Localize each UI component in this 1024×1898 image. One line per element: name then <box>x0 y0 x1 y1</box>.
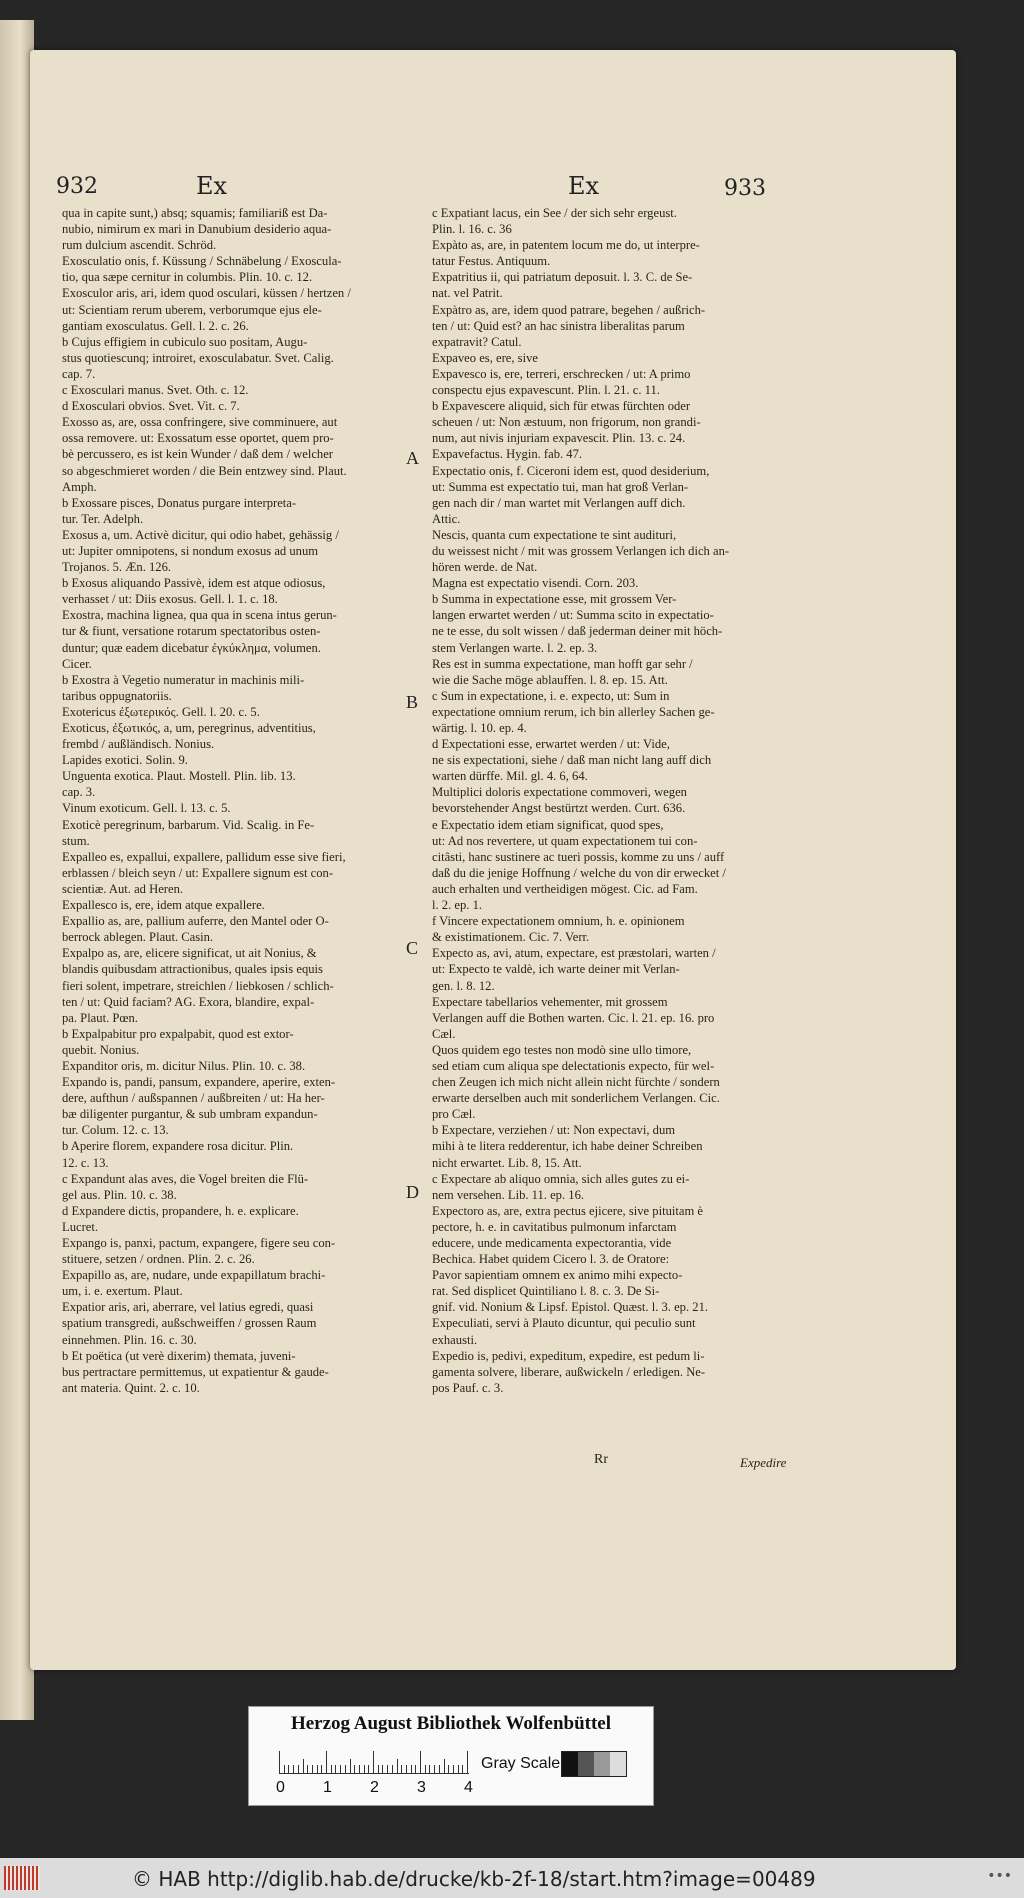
text-line: sed etiam cum aliqua spe delectationis expecto, für wel- <box>432 1058 715 1073</box>
ruler-tick <box>406 1765 407 1773</box>
text-line: ut: Ad nos revertere, ut quam expectationem tui con- <box>432 833 698 848</box>
page-header <box>56 118 906 201</box>
text-line: Expavesco is, ere, terreri, erschrecken / ut: A primo <box>432 366 691 381</box>
text-line: gel aus. Plin. 10. c. 38. <box>62 1187 177 1202</box>
text-line: Multiplici doloris expectatione commoveri, wegen <box>432 785 687 800</box>
text-line: langen erwartet werden / ut: Summa scito in expectatio- <box>432 608 714 623</box>
text-line: l. 2. ep. 1. <box>432 898 483 913</box>
text-line: b Expectare, verziehen / ut: Non expectavi, dum <box>432 1123 676 1138</box>
ruler-tick <box>303 1759 304 1773</box>
copyright-url[interactable]: © HAB http://diglib.hab.de/drucke/kb-2f-18/start.htm?image=00489 <box>132 1867 816 1891</box>
text-line: Magna est expectatio visendi. Corn. 203. <box>432 576 639 591</box>
text-line: scientiæ. Aut. ad Heren. <box>62 881 184 896</box>
text-line: Exosso as, are, ossa confringere, sive comminuere, aut <box>62 415 338 430</box>
ruler-tick <box>331 1765 332 1773</box>
text-line: erwarte derselben auch mit sonderlichem Verlangen. Cic. <box>432 1091 720 1106</box>
text-line: b Expalpabitur pro expalpabit, quod est extor- <box>62 1026 294 1041</box>
text-line: & existimationem. Cic. 7. Verr. <box>432 930 590 945</box>
ruler-number: 2 <box>370 1779 379 1796</box>
ruler-tick <box>317 1765 318 1773</box>
right-running-head: Ex <box>568 172 600 200</box>
text-line: berrock ablegen. Plaut. Casin. <box>62 930 214 945</box>
text-line: b Expavescere aliquid, sich für etwas fürchten oder <box>432 399 691 414</box>
text-line: gen nach dir / man wartet mit Verlangen auff dich. <box>432 495 686 510</box>
text-line: b Exossare pisces, Donatus purgare interpreta- <box>62 495 297 510</box>
ruler-tick <box>429 1765 430 1773</box>
previous-page-edge <box>0 20 34 1720</box>
text-line: qua in capite sunt,) absq; squamis; familiariß est Da- <box>62 206 328 220</box>
text-line: Cæl. <box>432 1026 456 1041</box>
text-line: ut: Jupiter omnipotens, si nondum exosus ad unum <box>62 543 319 558</box>
ruler-tick <box>350 1759 351 1773</box>
ruler-tick <box>458 1765 459 1773</box>
text-line: so abgeschmieret worden / die Bein entzwey sind. Plaut. <box>62 463 347 478</box>
text-line: Expalleo es, expallui, expallere, pallidum esse sive fieri, <box>62 849 346 864</box>
text-line: taribus oppugnatoriis. <box>62 688 172 703</box>
ruler-tick <box>467 1751 468 1773</box>
text-line: d Expectationi esse, erwartet werden / ut: Vide, <box>432 737 670 752</box>
text-line: Attic. <box>432 511 461 526</box>
text-line: Expatior aris, ari, aberrare, vel latius egredi, quasi <box>62 1300 314 1315</box>
left-running-head: Ex <box>196 172 228 200</box>
ruler-tick <box>439 1765 440 1773</box>
text-line: scheuen / ut: Non æstuum, non frigorum, non grandi- <box>432 415 701 430</box>
text-line: Expaveo es, ere, sive <box>432 350 538 365</box>
text-line: fieri solent, impetrare, streichlen / liebkosen / schlich- <box>62 978 334 993</box>
text-line: blandis quibusdam attractionibus, quales ipsis equis <box>62 962 323 977</box>
text-line: Expectare tabellarios vehementer, mit grossem <box>432 994 668 1009</box>
text-line: Amph. <box>62 479 97 494</box>
barcode-icon <box>4 1866 40 1890</box>
text-line: d Exosculari obvios. Svet. Vit. c. 7. <box>62 399 240 414</box>
text-line: Exoticus, ἐξωτικός, a, um, peregrinus, adventitius, <box>62 721 316 735</box>
text-line: b Summa in expectatione esse, mit grossem Ver- <box>432 592 677 607</box>
text-line: pectore, h. e. in cavitatibus pulmonum infarctam <box>432 1219 677 1234</box>
gray-scale-label: Gray Scale <box>481 1755 561 1772</box>
text-line: Trojanos. 5. Æn. 126. <box>62 560 172 575</box>
text-line: nicht erwartet. Lib. 8, 15. Att. <box>432 1155 582 1170</box>
viewer-footer <box>0 1858 1024 1898</box>
text-line: Expalpo as, are, elicere significat, ut ait Nonius, & <box>62 946 317 961</box>
text-line: tur. Colum. 12. c. 13. <box>62 1123 169 1138</box>
ruler-tick <box>387 1765 388 1773</box>
text-line: Expavefactus. Hygin. fab. 47. <box>432 447 583 462</box>
ruler-tick <box>378 1765 379 1773</box>
library-name: Herzog August Bibliothek Wolfenbüttel <box>290 1713 612 1734</box>
text-line: bus pertractare permittemus, ut expatientur & gaude- <box>62 1364 329 1379</box>
ruler-tick <box>279 1751 280 1773</box>
signature-mark: Rr <box>594 1452 608 1467</box>
more-icon[interactable]: ••• <box>987 1868 1012 1884</box>
text-line: b Aperire florem, expandere rosa dicitur. Plin. <box>62 1139 294 1154</box>
ruler-tick <box>326 1751 327 1773</box>
text-line: Expapillo as, are, nudare, unde expapillatum brachi- <box>62 1268 326 1283</box>
ruler-number: 0 <box>276 1779 285 1796</box>
ruler-tick <box>462 1765 463 1773</box>
text-line: expectatione omnium rerum, ich bin allerley Sachen ge- <box>432 704 715 719</box>
gray-scale-swatches <box>561 1751 627 1777</box>
margin-letter-a: A <box>406 448 419 468</box>
ruler-tick <box>368 1765 369 1773</box>
text-line: bevorstehender Angst bestürtzt werden. Curt. 636. <box>432 801 686 816</box>
text-line: Expanditor oris, m. dicitur Nilus. Plin. 10. c. 38. <box>62 1058 306 1073</box>
ruler-tick <box>415 1765 416 1773</box>
right-column <box>432 205 767 1396</box>
text-line: conspectu ejus expavescunt. Plin. l. 21. c. 11. <box>432 383 660 398</box>
text-line: spatium transgredi, außschweiffen / grossen Raum <box>62 1316 317 1331</box>
text-line: cap. 3. <box>62 785 96 800</box>
text-line: Expeculiati, servi à Plauto dicuntur, qui peculio sunt <box>432 1316 696 1331</box>
text-line: um, i. e. exertum. Plaut. <box>62 1284 183 1299</box>
text-line: Exoticè peregrinum, barbarum. Vid. Scalig. in Fe- <box>62 817 315 832</box>
text-line: b Exostra à Vegetio numeratur in machinis mili- <box>62 672 305 687</box>
text-line: Expectoro as, are, extra pectus ejicere, sive pituitam è <box>432 1203 703 1218</box>
text-line: auch erhalten und vertheidigen mögest. Cic. ad Fam. <box>432 881 698 896</box>
ruler-tick <box>448 1765 449 1773</box>
text-line: tur. Ter. Adelph. <box>62 511 144 526</box>
ruler-tick <box>397 1759 398 1773</box>
ruler-tick <box>425 1765 426 1773</box>
left-column <box>62 205 410 1396</box>
text-line: f Vincere expectationem omnium, h. e. opinionem <box>432 914 685 929</box>
text-line: 12. c. 13. <box>62 1155 109 1170</box>
text-line: Unguenta exotica. Plaut. Mostell. Plin. lib. 13. <box>62 769 296 784</box>
ruler-tick <box>354 1765 355 1773</box>
text-line: Cicer. <box>62 656 92 671</box>
text-line: Exosus a, um. Activè dicitur, qui odio habet, gehässig / <box>62 527 339 542</box>
text-line: tur & fiunt, versatione rotarum spectatoribus osten- <box>62 624 321 639</box>
ruler-tick <box>434 1765 435 1773</box>
text-line: stem Verlangen warte. l. 2. ep. 3. <box>432 640 598 655</box>
text-line: exhausti. <box>432 1332 478 1347</box>
text-line: b Cujus effigiem in cubiculo suo positam, Augu- <box>62 334 308 349</box>
text-line: dere, aufthun / außspannen / außbreiten / ut: Ha her- <box>62 1091 325 1106</box>
ruler-number: 4 <box>464 1779 473 1796</box>
text-line: ten / ut: Quid faciam? AG. Exora, blandire, expal- <box>62 994 315 1009</box>
text-line: Lapides exotici. Solin. 9. <box>62 753 188 768</box>
left-page-number: 932 <box>56 174 98 199</box>
text-line: frembd / außländisch. Nonius. <box>62 737 215 752</box>
text-line: du weissest nicht / mit was grossem Verlangen ich dich an- <box>432 543 730 558</box>
text-line: ossa removere. ut: Exossatum esse oportet, quem pro- <box>62 431 334 446</box>
text-line: c Expectare ab aliquo omnia, sich alles gutes zu ei- <box>432 1171 690 1186</box>
text-line: Expallio as, are, pallium auferre, den Mantel oder O- <box>62 914 329 929</box>
ruler-tick <box>345 1765 346 1773</box>
ruler-tick <box>401 1765 402 1773</box>
text-line: c Exosculari manus. Svet. Oth. c. 12. <box>62 383 249 398</box>
text-line: educere, unde medicamenta expectorantia, vide <box>432 1236 672 1250</box>
ruler-tick <box>293 1765 294 1773</box>
margin-letter-c: C <box>406 938 419 958</box>
text-line: ut: Summa est expectatio tui, man hat groß Verlan- <box>432 479 689 494</box>
ruler-tick <box>312 1765 313 1773</box>
ruler-tick <box>444 1759 445 1773</box>
text-line: Lucret. <box>62 1219 99 1234</box>
text-line: stum. <box>62 833 90 848</box>
text-line: citâsti, hanc sustinere ac tueri possis, komme zu uns / auff <box>432 849 725 864</box>
ruler-tick <box>359 1765 360 1773</box>
text-line: Expedio is, pedivi, expeditum, expedire, est pedum li- <box>432 1348 705 1363</box>
text-line: c Expatiant lacus, ein See / der sich sehr ergeust. <box>432 206 677 220</box>
text-line: ut: Scientiam rerum uberem, verborumque ejus ele- <box>62 302 322 317</box>
text-line: Expando is, pandi, pansum, expandere, aperire, exten- <box>62 1075 336 1090</box>
text-line: b Exosus aliquando Passivè, idem est atque odiosus, <box>62 576 326 591</box>
ruler-tick <box>392 1765 393 1773</box>
text-line: Res est in summa expectatione, man hofft gar sehr / <box>432 656 693 671</box>
right-page-number: 933 <box>724 176 766 201</box>
text-line: Bechica. Habet quidem Cicero l. 3. de Oratore: <box>432 1252 670 1267</box>
text-line: Nescis, quanta cum expectatione te sint audituri, <box>432 527 677 542</box>
text-line: Exosculor aris, ari, idem quod osculari, küssen / hertzen / <box>62 286 351 301</box>
text-line: daß du die jenige Hoffnung / welche du von dir erwecket / <box>432 865 726 880</box>
catchword: Expedire <box>740 1455 787 1470</box>
text-line: Expecto as, avi, atum, expectare, est præstolari, warten / <box>432 946 716 961</box>
text-line: Expectatio onis, f. Ciceroni idem est, quod desiderium, <box>432 463 710 478</box>
ruler-tick <box>307 1765 308 1773</box>
gray-swatch <box>578 1752 594 1776</box>
text-line: Exosculatio onis, f. Küssung / Schnäbelung / Exoscula- <box>62 254 342 269</box>
text-line: Expallesco is, ere, idem atque expallere. <box>62 898 265 913</box>
text-line: verhasset / ut: Diis exosus. Gell. l. 1. c. 18. <box>62 592 278 607</box>
ruler-tick <box>420 1751 421 1773</box>
gray-swatch <box>594 1752 610 1776</box>
text-line: quebit. Nonius. <box>62 1042 140 1057</box>
ruler-tick <box>340 1765 341 1773</box>
text-line: stituere, setzen / ordnen. Plin. 2. c. 26. <box>62 1252 255 1267</box>
text-line: ut: Expecto te valdè, ich warte deiner mit Verlan- <box>432 962 680 977</box>
text-line: Quos quidem ego testes non modò sine ullo timore, <box>432 1042 692 1057</box>
text-line: nubio, nimirum ex mari in Danubium desiderio aqua- <box>62 222 332 237</box>
text-line: pro Cæl. <box>432 1107 476 1122</box>
text-line: stus quotiescunq; introiret, exosculabatur. Svet. Calig. <box>62 350 334 365</box>
gray-swatch <box>562 1752 578 1776</box>
text-line: c Expandunt alas aves, die Vogel breiten die Flü- <box>62 1171 309 1186</box>
text-line: pa. Plaut. Pœn. <box>62 1010 138 1025</box>
text-line: Exotericus ἐξωτερικός. Gell. l. 20. c. 5. <box>62 704 260 719</box>
text-line: bæ diligenter purgantur, & sub umbram expandun- <box>62 1107 318 1122</box>
text-line: b Et poëtica (ut verè dixerim) themata, juveni- <box>62 1348 296 1363</box>
ruler-number: 1 <box>323 1779 332 1796</box>
text-line: gantiam exosculatus. Gell. l. 2. c. 26. <box>62 318 249 333</box>
text-line: Exostra, machina lignea, qua qua in scena intus gerun- <box>62 608 337 623</box>
text-line: wärtig. l. 10. ep. 4. <box>432 721 527 735</box>
gray-swatch <box>610 1752 626 1776</box>
text-line: mihi à te litera redderentur, ich habe deiner Schreiben <box>432 1139 703 1154</box>
text-line: d Expandere dictis, propandere, h. e. explicare. <box>62 1203 299 1218</box>
ruler-tick <box>335 1765 336 1773</box>
text-line: pos Pauf. c. 3. <box>432 1380 504 1395</box>
margin-letter-d: D <box>406 1182 419 1202</box>
text-line: chen Zeugen ich mich nicht allein nicht fürchte / sondern <box>432 1075 720 1090</box>
text-line: expatravit? Catul. <box>432 334 522 349</box>
text-line: c Sum in expectatione, i. e. expecto, ut: Sum in <box>432 688 670 703</box>
text-line: Expàto as, are, in patentem locum me do, ut interpre- <box>432 238 700 253</box>
ruler-tick <box>411 1765 412 1773</box>
text-line: rum dulcium ascendit. Schröd. <box>62 238 217 253</box>
text-line: nat. vel Patrit. <box>432 286 503 301</box>
color-scale-card <box>248 1706 654 1806</box>
text-line: Expango is, panxi, pactum, expangere, figere seu con- <box>62 1236 336 1250</box>
text-line: ne te esse, du solt wissen / daß jederman deiner mit höch- <box>432 624 723 639</box>
ruler-tick <box>453 1765 454 1773</box>
text-line: Expàtro as, are, idem quod patrare, begehen / außrich- <box>432 302 706 317</box>
text-line: einnehmen. Plin. 16. c. 30. <box>62 1332 197 1347</box>
ruler-tick <box>321 1765 322 1773</box>
text-line: num, aut nivis injuriam expavescit. Plin. 13. c. 24. <box>432 431 686 446</box>
text-line: tio, qua sæpe cernitur in columbis. Plin. 10. c. 12. <box>62 270 313 285</box>
text-line: e Expectatio idem etiam significat, quod spes, <box>432 817 664 832</box>
text-line: Expatritius ii, qui patriatum deposuit. l. 3. C. de Se- <box>432 270 693 285</box>
ruler-tick <box>364 1765 365 1773</box>
text-line: tatur Festus. Antiquum. <box>432 254 551 269</box>
ruler-tick <box>373 1751 374 1773</box>
ruler-tick <box>284 1765 285 1773</box>
text-line: duntur; quæ eadem dicebatur ἐγκύκλημα, volumen. <box>62 640 321 655</box>
text-line: nem versehen. Lib. 11. ep. 16. <box>432 1187 585 1202</box>
text-line: rat. Sed displicet Quintiliano l. 8. c. 3. De Si- <box>432 1284 660 1299</box>
text-line: gen. l. 8. 12. <box>432 978 495 993</box>
ruler-tick <box>382 1765 383 1773</box>
text-line: Plin. l. 16. c. 36 <box>432 222 512 237</box>
ruler-number: 3 <box>417 1779 426 1796</box>
text-line: ne sis expectationi, siehe / daß man nicht lang auff dich <box>432 753 712 768</box>
text-line: ant materia. Quint. 2. c. 10. <box>62 1380 200 1395</box>
text-line: Vinum exoticum. Gell. l. 13. c. 5. <box>62 801 231 816</box>
margin-letter-b: B <box>406 692 419 712</box>
text-line: ten / ut: Quid est? an hac sinistra liberalitas parum <box>432 318 685 333</box>
text-line: warten dürffe. Mil. gl. 4. 6, 64. <box>432 769 588 784</box>
ruler <box>279 1749 469 1774</box>
text-line: wie die Sache möge ablauffen. l. 8. ep. 15. Att. <box>432 672 668 687</box>
ruler-tick <box>288 1765 289 1773</box>
text-line: bè percussero, es ist kein Wunder / daß dem / welcher <box>62 447 333 462</box>
text-line: hören werde. de Nat. <box>432 560 538 575</box>
text-line: cap. 7. <box>62 366 96 381</box>
ruler-tick <box>298 1765 299 1773</box>
text-line: Verlangen auff die Bothen warten. Cic. l. 21. ep. 16. pro <box>432 1010 715 1025</box>
text-line: erblassen / bleich seyn / ut: Expallere signum est con- <box>62 865 334 880</box>
text-line: Pavor sapientiam omnem ex animo mihi expecto- <box>432 1268 683 1283</box>
text-line: gnif. vid. Nonium & Lipsf. Epistol. Quæst. l. 3. ep. 21. <box>432 1300 709 1315</box>
text-line: gamenta solvere, liberare, außwickeln / erledigen. Ne- <box>432 1364 706 1379</box>
